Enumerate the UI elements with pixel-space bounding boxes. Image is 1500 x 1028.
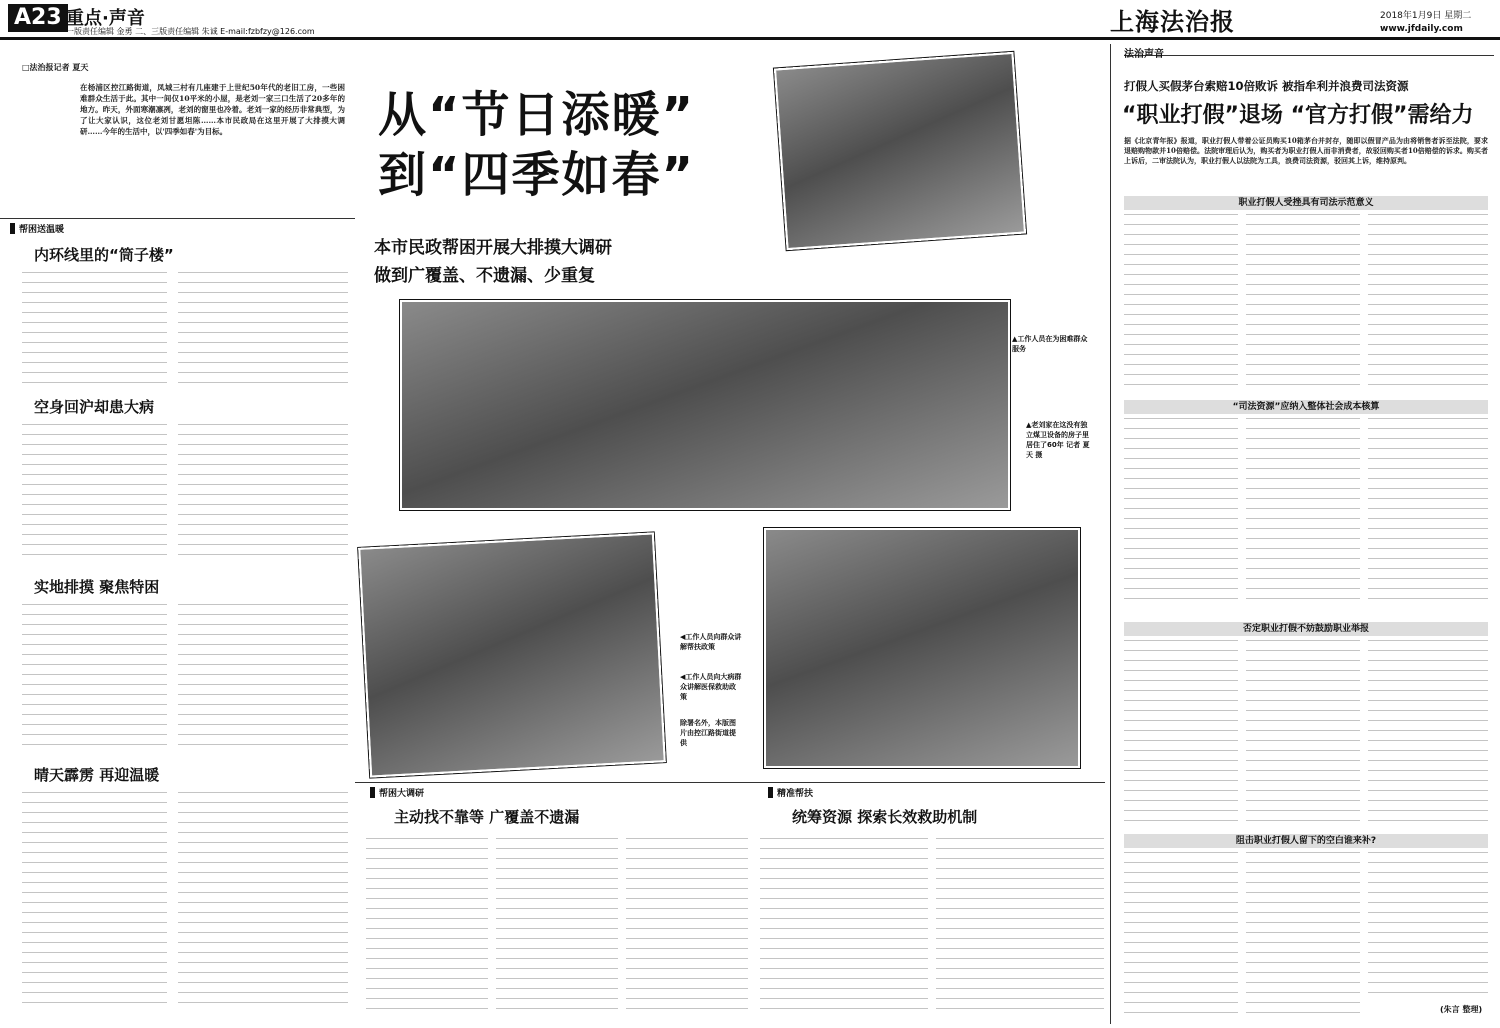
body-text-block bbox=[1124, 418, 1238, 608]
caption-2: ▲老刘家在这没有独立煤卫设备的房子里居住了60年 记者 夏天 摄 bbox=[1026, 421, 1090, 459]
subhead-3: 否定职业打假不妨鼓励职业举报 bbox=[1124, 622, 1488, 636]
heading-return-shanghai: 空身回沪却患大病 bbox=[34, 398, 155, 416]
photo-medical-explain bbox=[764, 528, 1080, 768]
body-text-block bbox=[178, 272, 348, 386]
issue-date: 2018年1月9日 星期二 bbox=[1380, 11, 1472, 21]
subhead-4: 阻击职业打假人留下的空白谁来补? bbox=[1124, 834, 1488, 848]
body-text-block bbox=[178, 604, 348, 754]
body-text-block bbox=[366, 838, 488, 1016]
heading-thunderbolt: 晴天霹雳 再迎温暖 bbox=[34, 766, 160, 784]
caption-3: ◀工作人员向群众讲解帮扶政策 bbox=[680, 633, 742, 651]
main-title-line2: 到“四季如春” bbox=[378, 147, 696, 203]
author-credit: (朱言 整理) bbox=[1440, 1005, 1483, 1014]
body-text-block bbox=[760, 838, 928, 1016]
main-title-line1: 从“节日添暖” bbox=[378, 87, 696, 143]
caption-4: ◀工作人员向大病群众讲解医保救助政策 bbox=[680, 673, 742, 701]
body-text-block bbox=[1368, 852, 1488, 1002]
kicker-precise: 精准帮扶 bbox=[768, 786, 813, 799]
body-text-block bbox=[22, 272, 167, 386]
column-divider bbox=[1110, 44, 1111, 1024]
body-text-block bbox=[1124, 640, 1238, 826]
body-text-block bbox=[178, 424, 348, 564]
kicker-survey: 帮困大调研 bbox=[370, 786, 424, 799]
body-text-block bbox=[1368, 214, 1488, 394]
body-text-block bbox=[626, 838, 748, 1016]
heading-tube-building: 内环线里的“筒子楼” bbox=[34, 246, 174, 264]
subtitle-1: 本市民政帮困开展大排摸大调研 bbox=[374, 238, 612, 258]
caption-5: 除署名外，本版图片由控江路街道提供 bbox=[680, 719, 736, 747]
right-lead: 据《北京青年报》报道，职业打假人带着公证员购买10箱茅台并封存，随即以假冒产品为由将销售者诉至法院，要求退赔购物款并10倍赔偿。法院审理后认为，购买者为职业打假人而非消费者，故驳回购买者10倍赔偿的诉求。购买者上诉后，二审法院认为，职业打假人以法院为工具，浪费司法资源，驳回其上诉，维持原判。 bbox=[1124, 136, 1488, 165]
section-name: 重点·声音 bbox=[66, 8, 145, 29]
masthead-logo: 上海法治报 bbox=[1110, 7, 1235, 36]
body-text-block bbox=[22, 604, 167, 754]
body-text-block bbox=[936, 838, 1104, 1016]
body-text-block bbox=[1246, 214, 1360, 394]
body-text-block bbox=[22, 424, 167, 564]
heading-field-survey: 实地排摸 聚焦特困 bbox=[34, 578, 160, 596]
lead-paragraph: 在杨浦区控江路街道，凤城三村有几座建于上世纪50年代的老旧工房，一些困难群众生活于此。其中一间仅10平米的小屋，是老刘一家三口生活了20多年的地方。昨天，外面寒潮凛冽，老刘的窗里也冷着。老刘一家的经历非常典型，为了让大家认识，这位老刘甘愿坦陈……本市民政局在这里开展了大排摸大调研……今年的生活中，以'四季如春'为目标。 bbox=[80, 83, 345, 136]
body-text-block bbox=[22, 792, 167, 1012]
right-pre-title: 打假人买假茅台索赔10倍败诉 被指牟利并浪费司法资源 bbox=[1124, 79, 1409, 93]
subhead-2: “司法资源”应纳入整体社会成本核算 bbox=[1124, 400, 1488, 414]
body-text-block bbox=[1246, 852, 1360, 1016]
body-text-block bbox=[1368, 418, 1488, 608]
heading-proactive: 主动找不靠等 广覆盖不遗漏 bbox=[394, 808, 580, 826]
right-kicker-bar bbox=[1124, 42, 1494, 60]
body-text-block bbox=[1368, 640, 1488, 826]
heading-resources: 统筹资源 探索长效救助机制 bbox=[792, 808, 978, 826]
kicker-help: 帮困送温暖 bbox=[10, 222, 64, 235]
subtitle-2: 做到广覆盖、不遗漏、少重复 bbox=[374, 266, 595, 286]
caption-1: ▲工作人员在为困难群众服务 bbox=[1012, 335, 1088, 353]
right-kicker: 法治声音 bbox=[1124, 49, 1164, 60]
body-text-block bbox=[1124, 852, 1238, 1016]
photo-old-building bbox=[400, 300, 1010, 510]
divider bbox=[355, 782, 1105, 783]
site-url[interactable]: www.jfdaily.com bbox=[1380, 24, 1463, 34]
right-title: “职业打假”退场 “官方打假”需给力 bbox=[1122, 103, 1474, 128]
byline: □法治报记者 夏天 bbox=[22, 63, 89, 72]
photo-staff-serving bbox=[774, 52, 1026, 250]
photo-policy-explain bbox=[358, 532, 666, 777]
body-text-block bbox=[1124, 214, 1238, 394]
subhead-1: 职业打假人受挫具有司法示范意义 bbox=[1124, 196, 1488, 210]
body-text-block bbox=[178, 792, 348, 1012]
page-number: A23 bbox=[8, 4, 68, 32]
body-text-block bbox=[1246, 418, 1360, 608]
divider bbox=[0, 218, 355, 219]
body-text-block bbox=[496, 838, 618, 1016]
body-text-block bbox=[1246, 640, 1360, 826]
editors-line: 一版责任编辑 金勇 二、三版责任编辑 朱诚 E-mail:fzbfzy@126.com bbox=[66, 27, 315, 36]
